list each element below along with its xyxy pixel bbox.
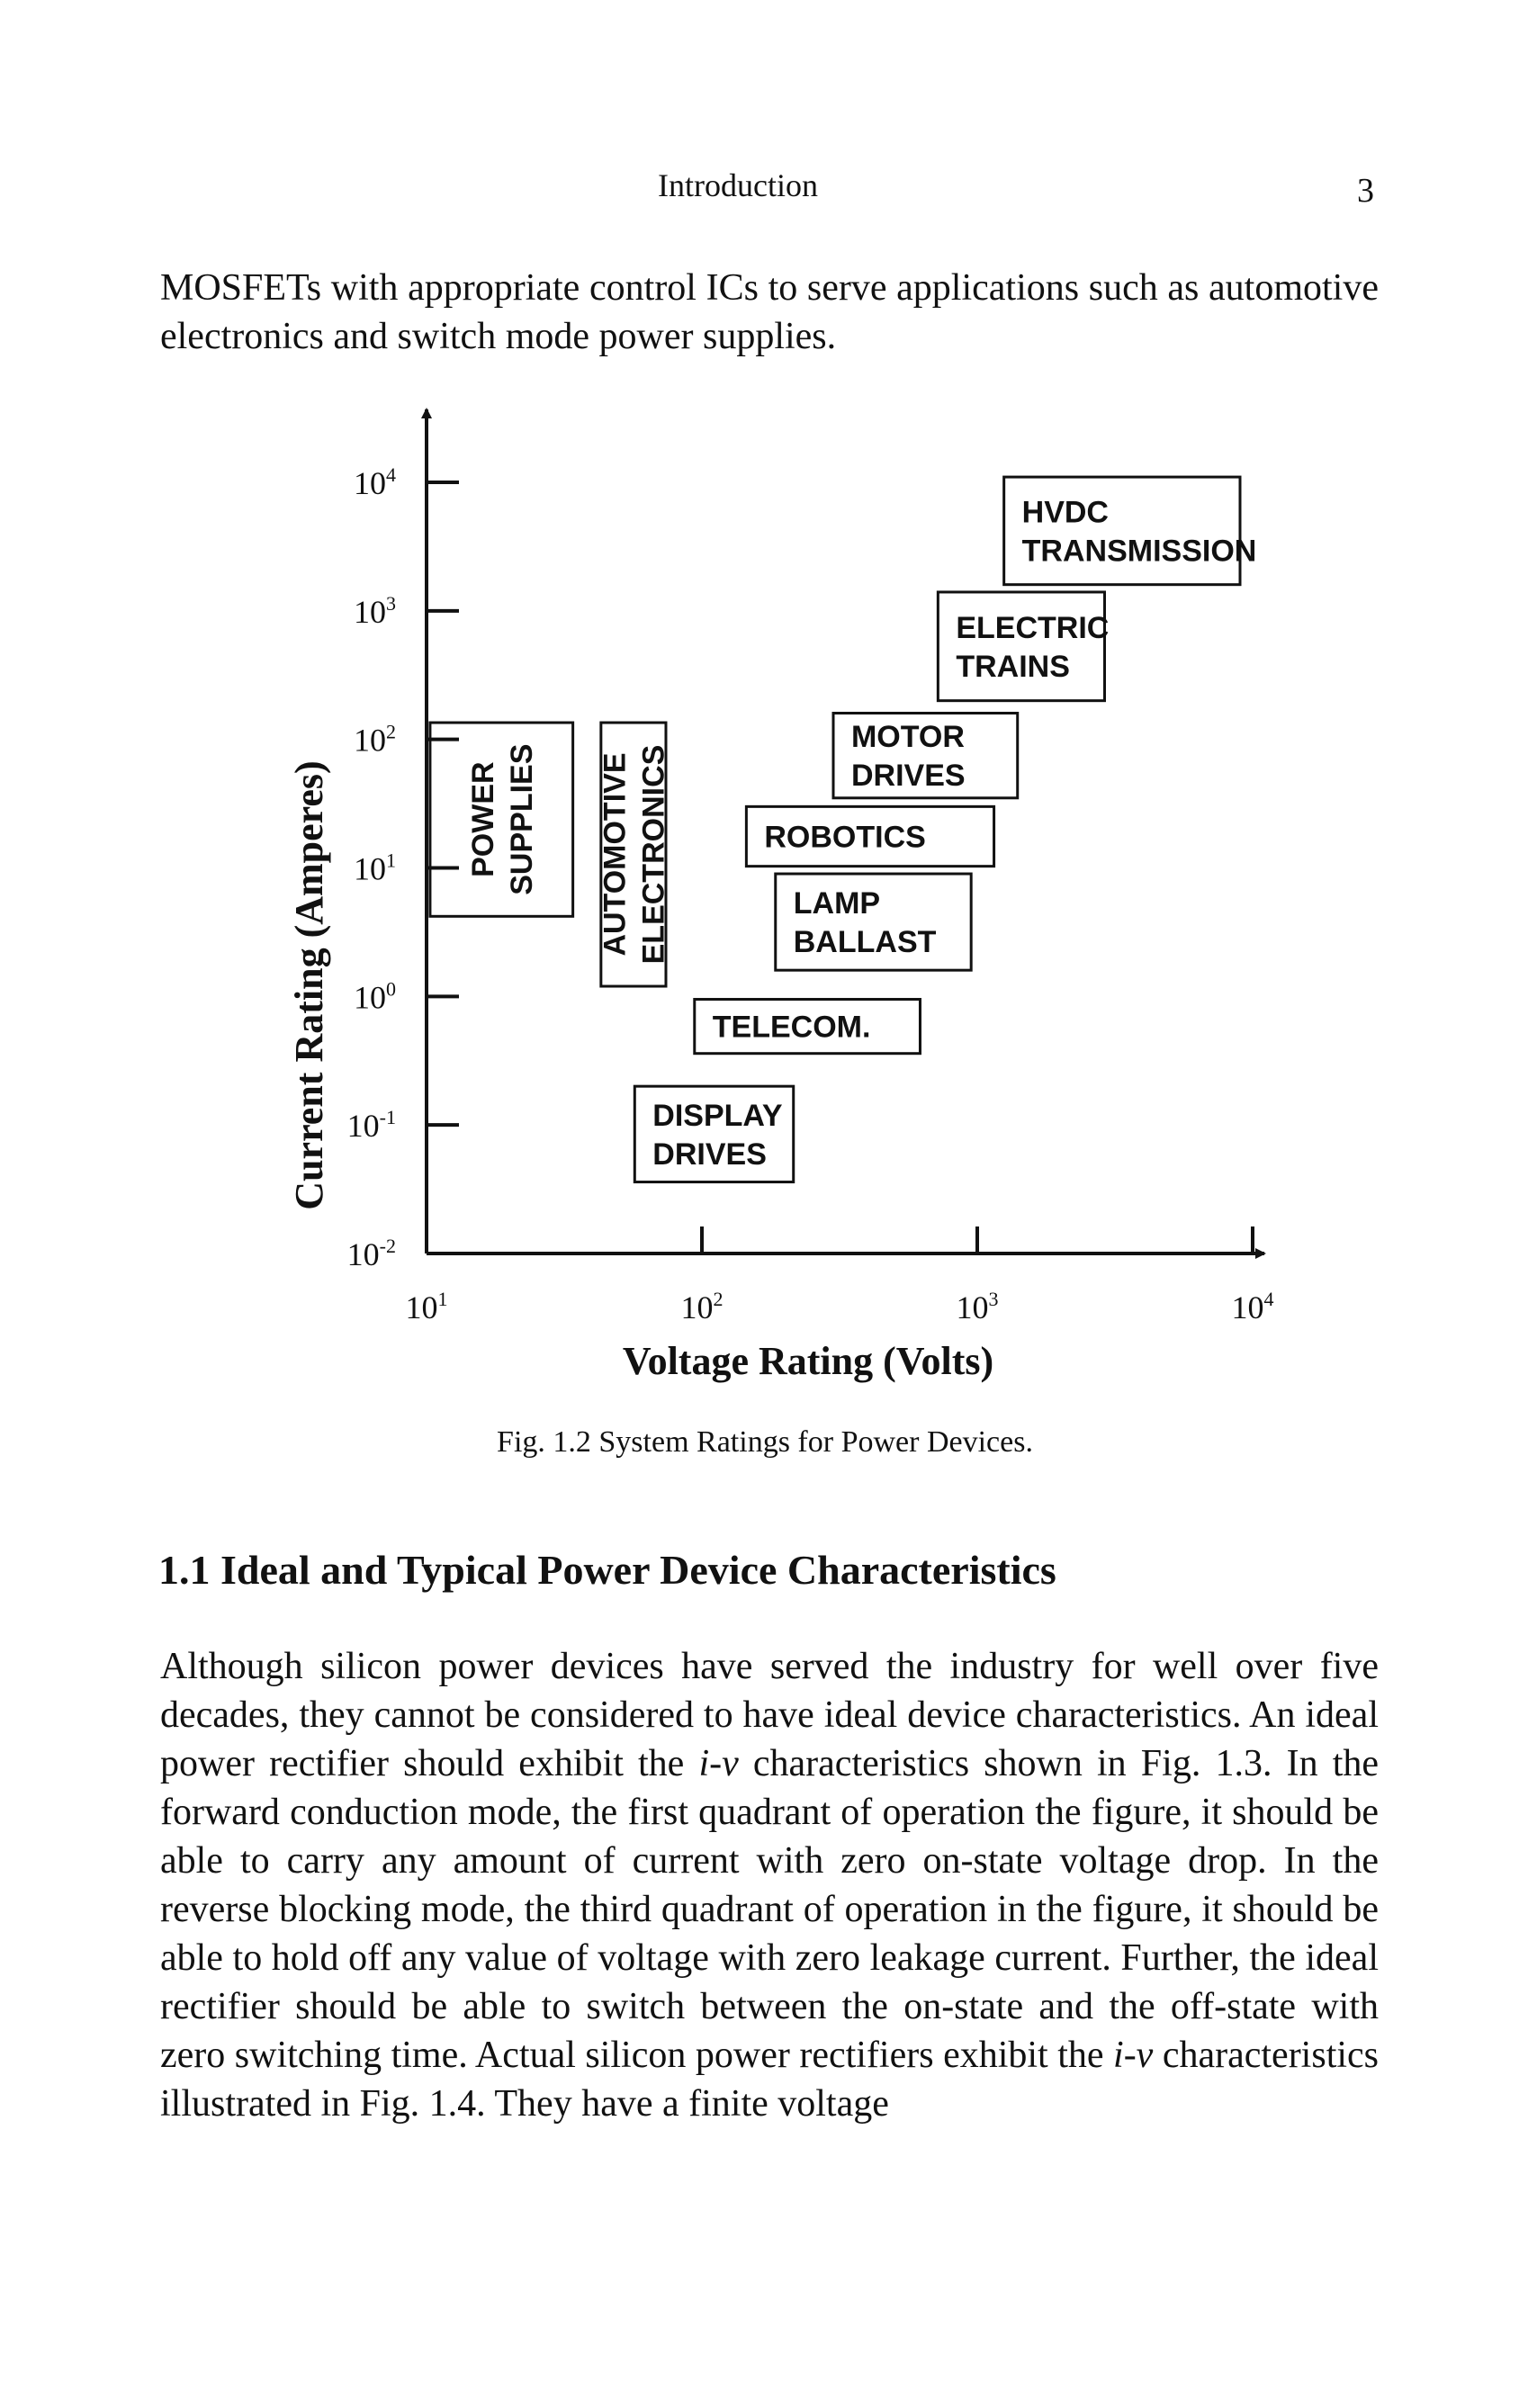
running-header-title: Introduction	[658, 167, 818, 203]
italic-term: i-v	[698, 1743, 739, 1784]
y-tick-label	[354, 463, 396, 501]
y-tick-base: 10	[354, 979, 386, 1016]
region-label-line: TELECOM.	[712, 1010, 871, 1045]
region-electric-trains	[938, 592, 1109, 701]
region-label-line: MOTOR	[850, 720, 965, 755]
y-tick-label	[354, 721, 396, 759]
y-tick-base: 10	[354, 465, 386, 501]
region-box	[430, 723, 573, 916]
x-tick-base: 10	[1231, 1289, 1264, 1325]
application-regions	[430, 477, 1256, 1182]
region-display-drives	[634, 1086, 793, 1182]
y-tick-exponent: 1	[386, 849, 396, 872]
region-label-line: ELECTRONICS	[636, 744, 671, 965]
y-tick-base: 10	[346, 1108, 380, 1145]
section-body-paragraph	[160, 1642, 1379, 2128]
y-tick-exponent: 2	[386, 720, 396, 743]
y-tick-exponent: 3	[386, 591, 396, 615]
x-axis-title: Voltage Rating (Volts)	[622, 1339, 994, 1383]
region-label-line: SUPPLIES	[504, 743, 539, 895]
y-tick-base: 10	[346, 1236, 380, 1272]
x-tick-exponent: 3	[988, 1288, 999, 1310]
region-label-line: DRIVES	[652, 1137, 767, 1172]
x-tick-base: 10	[680, 1289, 714, 1325]
figure-caption: Fig. 1.2 System Ratings for Power Devices.	[497, 1425, 1033, 1459]
paragraph-run: Although silicon power devices have served the industry for well over five decades, they cannot be considered to have ideal device characteristics. An ideal power rectifier should exhibit the	[160, 1646, 1379, 1784]
y-tick-base: 10	[354, 722, 386, 759]
intro-paragraph: MOSFETs with appropriate control ICs to serve applications such as automotive electronics and switch mode power supplies.	[160, 267, 1379, 357]
region-hvdc-transmission	[1004, 477, 1257, 585]
region-label-line: HVDC	[1021, 495, 1109, 530]
region-label	[851, 720, 966, 793]
region-label-line: AUTOMOTIVE	[598, 752, 633, 957]
x-tick-exponent: 2	[713, 1288, 724, 1310]
x-tick-label	[406, 1288, 448, 1325]
region-label	[598, 745, 670, 965]
region-label-line: POWER	[465, 761, 500, 877]
region-motor-drives	[833, 714, 1018, 798]
paragraph-run: characteristics shown in Fig. 1.3. In the forward conduction mode, the first quadrant of operation the figure, it should be able to carry any amount of current with zero on-state voltage drop. In the reverse blocking mode, the third quadrant of operation in the figure, it should be able to hold off any value of voltage with zero leakage current. Further, the ideal rectifier should be able to switch between the on-state and the off-state with zero switching time. Actual silicon power rectifiers exhibit the	[160, 1743, 1380, 2076]
region-label-line: LAMP	[793, 886, 881, 921]
y-tick-exponent: 0	[386, 977, 396, 1001]
x-tick-base: 10	[956, 1289, 989, 1325]
y-tick-exponent: 4	[386, 463, 396, 486]
y-tick-base: 10	[354, 850, 386, 887]
region-label-line: TRAINS	[956, 649, 1070, 684]
region-label	[794, 886, 937, 959]
y-tick-label	[347, 1106, 396, 1144]
region-label-line: TRANSMISSION	[1021, 534, 1257, 569]
region-label-line: BALLAST	[793, 925, 937, 960]
paragraph-run: characteristics illustrated in Fig. 1.4. They have a finite voltage	[160, 2035, 1380, 2125]
region-label	[466, 744, 539, 895]
y-axis-ticks	[347, 463, 459, 1272]
y-tick-label	[354, 592, 396, 630]
x-tick-label	[957, 1288, 999, 1325]
region-label-line: ELECTRIC	[956, 610, 1110, 645]
page-number: 3	[1357, 172, 1374, 210]
x-tick-label	[681, 1288, 724, 1325]
y-tick-exponent: -1	[379, 1106, 396, 1129]
x-tick-label	[1232, 1288, 1274, 1325]
y-tick-exponent: -2	[379, 1235, 396, 1257]
x-tick-base: 10	[405, 1289, 438, 1325]
x-tick-exponent: 4	[1263, 1288, 1274, 1310]
region-label	[764, 821, 925, 855]
system-ratings-figure	[0, 396, 1537, 1413]
x-axis-ticks	[406, 1226, 1274, 1325]
section-heading: 1.1 Ideal and Typical Power Device Characteristics	[158, 1547, 1056, 1593]
region-label	[713, 1011, 871, 1045]
region-robotics	[746, 806, 993, 866]
region-telecom	[695, 1000, 921, 1054]
italic-term: i-v	[1113, 2035, 1154, 2076]
y-tick-base: 10	[354, 593, 386, 630]
region-lamp-ballast	[776, 874, 971, 970]
x-tick-exponent: 1	[437, 1288, 448, 1310]
region-box	[1004, 477, 1240, 585]
region-label	[956, 611, 1109, 684]
region-label	[652, 1099, 783, 1172]
region-box	[938, 592, 1104, 701]
y-axis-title: Current Rating (Amperes)	[287, 760, 331, 1210]
region-label-line: ROBOTICS	[764, 820, 926, 855]
y-tick-label	[354, 849, 396, 887]
y-tick-label	[354, 977, 396, 1015]
region-power-supplies	[430, 723, 573, 916]
region-label-line: DISPLAY	[652, 1098, 783, 1133]
region-automotive-electronics	[598, 723, 670, 986]
y-tick-label	[347, 1235, 396, 1272]
region-label	[1022, 495, 1257, 568]
region-label-line: DRIVES	[850, 759, 966, 794]
